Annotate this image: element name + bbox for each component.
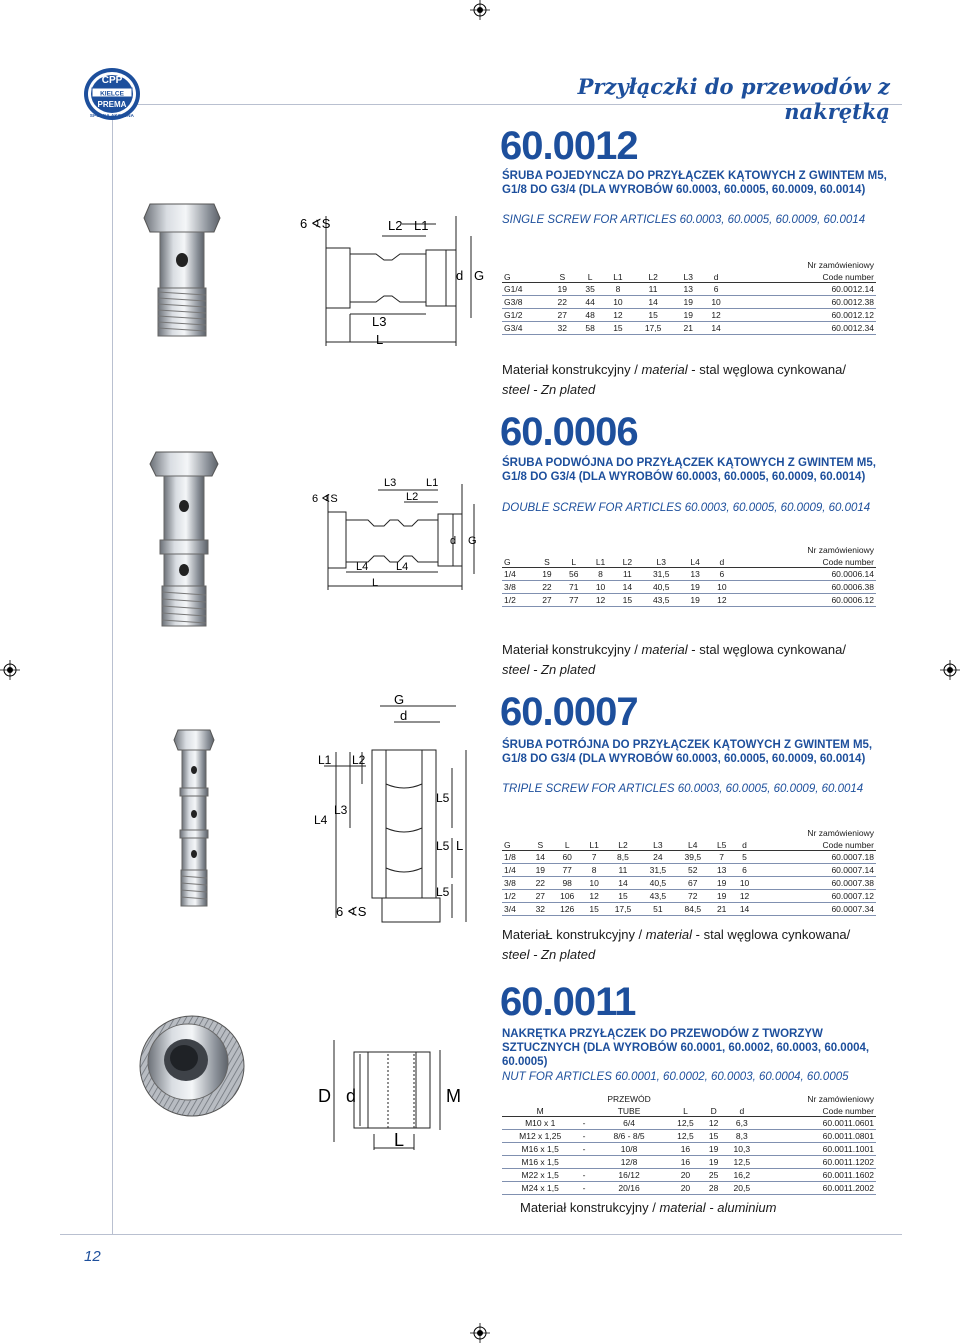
- table-cell: 71: [569, 582, 579, 592]
- product-code: 60.0011: [500, 980, 636, 1024]
- table-cell: 31,5: [652, 569, 670, 579]
- col-header: S: [544, 557, 550, 567]
- table-cell: 126: [560, 904, 575, 914]
- table-cell: -: [582, 1170, 586, 1180]
- dim-g-label: G: [394, 692, 405, 707]
- table-cell: 32: [557, 323, 568, 333]
- logo-top-text: CPP: [101, 75, 123, 86]
- table-cell: 17,5: [614, 904, 632, 914]
- table-cell: 15: [618, 891, 628, 901]
- table-row: [502, 877, 876, 890]
- table-cell: M24 x 1,5: [521, 1183, 559, 1193]
- table-cell: 3/4: [504, 904, 516, 914]
- table-cell: 39,5: [684, 852, 702, 862]
- table-cell: 20: [680, 1170, 691, 1180]
- spec-table: [502, 1092, 876, 1195]
- table-cell: 14: [622, 582, 633, 592]
- table-cell: -: [582, 1118, 586, 1128]
- dim-L-label: L: [394, 1130, 405, 1150]
- col-header: L: [587, 272, 593, 282]
- col-header: L1: [589, 840, 599, 850]
- table-cell: 13: [716, 865, 727, 875]
- dim-d-label: d: [346, 1086, 357, 1106]
- dim-l5-label: L5: [436, 885, 450, 899]
- table-cell: 58: [585, 323, 595, 333]
- table-cell: 1/2: [504, 595, 516, 605]
- table-cell: 22: [557, 297, 568, 307]
- frame-bottom-line: [60, 1234, 902, 1235]
- col-header: L2: [648, 272, 658, 282]
- col-header: L4: [690, 557, 700, 567]
- table-row: [502, 594, 876, 607]
- table-cell: [578, 1156, 589, 1169]
- table-cell: 40,5: [652, 582, 670, 592]
- code-number-cell: 60.0011.0601: [822, 1118, 874, 1128]
- material-note: Materiał konstrukcyjny / material - stal węglowa cynkowana/ steel - Zn plated: [502, 362, 846, 397]
- table-cell: 32: [535, 904, 546, 914]
- table-cell: 14: [711, 323, 721, 333]
- table-row: [502, 890, 876, 903]
- table-cell: 16,2: [733, 1170, 751, 1180]
- code-number-cell: 60.0012.12: [831, 310, 874, 320]
- table-cell: 21: [716, 904, 727, 914]
- dim-l1-label: L1: [414, 218, 429, 233]
- col-header: L5: [716, 840, 727, 850]
- table-cell: 22: [535, 878, 546, 888]
- col-header: L: [683, 1106, 688, 1116]
- table-cell: 15: [622, 595, 633, 605]
- dim-l2-label: L2: [406, 491, 419, 503]
- logo-bottom-text: PREMA: [97, 100, 127, 109]
- registration-mark-icon: [0, 660, 20, 680]
- table-cell: 20/16: [618, 1183, 640, 1193]
- table-cell: 19: [690, 582, 700, 592]
- dim-s-label: 6 ∢S: [336, 904, 367, 919]
- table-cell: 19: [708, 1157, 719, 1167]
- logo-caption: SPÓŁKA AKCYJNA: [89, 113, 135, 118]
- table-cell: 28: [708, 1183, 719, 1193]
- material-note: MateriaŁ konstrukcyjny / material - stal węglowa cynkowana/ steel - Zn plated: [502, 927, 851, 962]
- table-cell: 10/8: [620, 1144, 638, 1154]
- table-row: [502, 1117, 876, 1130]
- table-cell: 60: [562, 852, 572, 862]
- dim-g-label: G: [468, 535, 477, 547]
- table-cell: 5: [742, 852, 747, 862]
- code-number-cell: 60.0007.18: [831, 852, 874, 862]
- dim-l-label: L: [372, 577, 379, 589]
- table-cell: 19: [535, 865, 546, 875]
- spec-table: [502, 543, 876, 607]
- product-description-en: DOUBLE SCREW FOR ARTICLES 60.0003, 60.0005, 60.0009, 60.0014: [502, 502, 871, 514]
- table-cell: 8,5: [617, 852, 629, 862]
- double-screw-drawing: [308, 474, 488, 594]
- order-number-header-pl: Nr zamówieniowy: [807, 545, 874, 555]
- table-cell: -: [582, 1183, 586, 1193]
- table-cell: 10: [717, 582, 727, 592]
- dim-d-label: d: [400, 708, 408, 723]
- dim-l5-label: L5: [436, 791, 450, 805]
- table-cell: 12,5: [677, 1118, 694, 1128]
- triple-screw-drawing: [306, 688, 482, 928]
- col-header: D: [710, 1106, 717, 1116]
- table-cell: 51: [653, 904, 663, 914]
- tube-header-en: TUBE: [617, 1106, 641, 1116]
- table-row: [502, 1156, 876, 1169]
- table-cell: 77: [569, 595, 579, 605]
- dim-s-label: 6 ∢S: [312, 493, 338, 505]
- spec-table: [502, 258, 876, 335]
- page-title: Przyłączki do przewodów z nakrętką: [577, 74, 890, 124]
- code-number-cell: 60.0006.14: [831, 569, 874, 579]
- table-cell: 12: [711, 310, 721, 320]
- col-header: [578, 1104, 589, 1117]
- dim-l3-label: L3: [372, 314, 387, 329]
- table-cell: 15: [648, 310, 658, 320]
- table-cell: G3/4: [504, 323, 523, 333]
- dim-g-label: G: [474, 268, 485, 283]
- product-code: 60.0012: [500, 124, 638, 168]
- table-cell: 10: [711, 297, 721, 307]
- order-number-header-en: Code number: [822, 840, 874, 850]
- table-cell: 48: [585, 310, 595, 320]
- table-cell: 14: [648, 297, 658, 307]
- table-row: [502, 581, 876, 594]
- table-cell: 7: [719, 852, 725, 862]
- code-number-cell: 60.0007.34: [831, 904, 874, 914]
- table-cell: 84,5: [684, 904, 702, 914]
- dim-l3-label: L3: [334, 803, 348, 817]
- table-cell: 13: [690, 569, 700, 579]
- code-number-cell: 60.0011.1001: [822, 1144, 874, 1154]
- table-cell: 6: [713, 284, 719, 294]
- registration-mark-icon: [940, 660, 960, 680]
- table-cell: 15: [613, 323, 623, 333]
- code-number-cell: 60.0011.1202: [822, 1157, 874, 1167]
- table-cell: 19: [683, 297, 693, 307]
- table-row: [502, 309, 876, 322]
- single-screw-drawing: [296, 206, 486, 348]
- code-number-cell: 60.0006.12: [831, 595, 874, 605]
- table-row: [502, 851, 876, 864]
- table-row: [502, 864, 876, 877]
- material-note: Materiał konstrukcyjny / material - aluminium: [520, 1200, 777, 1215]
- col-header: L3: [656, 557, 666, 567]
- table-row: [502, 568, 876, 581]
- table-cell: 12: [708, 1118, 719, 1128]
- table-cell: M12 x 1,25: [519, 1131, 562, 1141]
- table-cell: 12: [739, 891, 750, 901]
- table-cell: 16/12: [618, 1170, 640, 1180]
- tube-header-pl: PRZEWÓD: [607, 1094, 651, 1104]
- table-cell: 14: [535, 852, 546, 862]
- table-cell: M22 x 1,5: [521, 1170, 559, 1180]
- dim-D-label: D: [318, 1086, 331, 1106]
- frame-left-line: [112, 104, 113, 1234]
- page-number: 12: [84, 1248, 101, 1265]
- table-cell: 13: [683, 284, 693, 294]
- table-cell: G1/2: [504, 310, 523, 320]
- dim-l4-label: L4: [356, 561, 369, 573]
- table-cell: 7: [591, 852, 597, 862]
- dim-l2-label: L2: [388, 218, 403, 233]
- table-cell: -: [582, 1144, 586, 1154]
- table-cell: 10: [613, 297, 623, 307]
- table-cell: 11: [648, 284, 658, 294]
- table-cell: 3/8: [504, 878, 516, 888]
- col-header: S: [537, 840, 544, 850]
- table-cell: 6/4: [623, 1118, 635, 1128]
- table-cell: -: [582, 1131, 586, 1141]
- code-number-cell: 60.0011.1602: [822, 1170, 874, 1180]
- dim-l4-label: L4: [314, 813, 328, 827]
- logo-mid-text: KIELCE: [100, 90, 124, 98]
- table-cell: 12/8: [620, 1157, 638, 1167]
- table-cell: 16: [680, 1144, 691, 1154]
- col-header: L3: [683, 272, 693, 282]
- registration-mark-icon: [470, 1323, 490, 1343]
- col-header: L: [571, 557, 577, 567]
- dim-l5-label: L5: [436, 839, 450, 853]
- table-row: [502, 283, 876, 296]
- product-code: 60.0007: [500, 690, 638, 734]
- product-description-en: TRIPLE SCREW FOR ARTICLES 60.0003, 60.0005, 60.0009, 60.0014: [502, 783, 864, 795]
- table-cell: 12: [613, 310, 623, 320]
- table-cell: 10,3: [733, 1144, 751, 1154]
- table-row: [502, 903, 876, 916]
- table-cell: 31,5: [649, 865, 667, 875]
- registration-mark-icon: [470, 0, 490, 20]
- code-number-cell: 60.0006.38: [831, 582, 874, 592]
- table-cell: 56: [569, 569, 579, 579]
- table-cell: M16 x 1,5: [521, 1157, 559, 1167]
- table-cell: 67: [688, 878, 698, 888]
- col-header: S: [559, 272, 566, 282]
- table-cell: 72: [688, 891, 698, 901]
- table-cell: 1/2: [504, 891, 516, 901]
- table-cell: 12,5: [677, 1131, 694, 1141]
- table-cell: 6,3: [735, 1118, 748, 1128]
- table-cell: 22: [542, 582, 552, 592]
- col-header: L1: [613, 272, 623, 282]
- table-row: [502, 296, 876, 309]
- table-cell: 52: [688, 865, 698, 875]
- code-number-cell: 60.0012.14: [831, 284, 874, 294]
- table-cell: 12: [717, 595, 727, 605]
- table-cell: 10: [589, 878, 599, 888]
- table-cell: 12: [589, 891, 599, 901]
- order-number-header-en: Code number: [822, 272, 874, 282]
- table-cell: 19: [683, 310, 693, 320]
- col-header: L: [564, 840, 570, 850]
- material-note: Materiał konstrukcyjny / material - stal węglowa cynkowana/ steel - Zn plated: [502, 642, 846, 677]
- table-cell: 24: [653, 852, 663, 862]
- table-cell: 106: [560, 891, 575, 901]
- table-row: [502, 1169, 876, 1182]
- table-cell: 27: [557, 310, 568, 320]
- product-code: 60.0006: [500, 410, 638, 454]
- col-header: d: [739, 1106, 745, 1116]
- table-cell: 14: [618, 878, 628, 888]
- table-cell: 1/4: [504, 865, 516, 875]
- code-number-cell: 60.0012.34: [831, 323, 874, 333]
- col-header: L1: [595, 557, 606, 567]
- table-cell: 15: [589, 904, 599, 914]
- table-cell: 14: [739, 904, 750, 914]
- col-header: d: [719, 557, 725, 567]
- table-cell: 17,5: [644, 323, 662, 333]
- table-cell: 15: [708, 1131, 719, 1141]
- table-cell: 3/8: [504, 582, 516, 592]
- table-cell: 11: [618, 865, 628, 875]
- nut-photo: [136, 1004, 258, 1122]
- table-cell: 43,5: [652, 595, 670, 605]
- table-cell: 19: [708, 1144, 719, 1154]
- table-row: [502, 1182, 876, 1195]
- table-cell: 11: [622, 569, 632, 579]
- table-cell: 19: [716, 891, 727, 901]
- col-header: G: [504, 557, 511, 567]
- order-number-header-en: Code number: [822, 1106, 874, 1116]
- col-header: L2: [622, 557, 633, 567]
- table-cell: 8/6 - 8/5: [613, 1131, 645, 1141]
- table-cell: 98: [562, 878, 572, 888]
- col-header: L3: [653, 840, 663, 850]
- table-cell: 27: [535, 891, 546, 901]
- product-description-pl: NAKRĘTKA PRZYŁĄCZEK DO PRZEWODÓW Z TWORZYW SZTUCZNYCH (DLA WYROBÓW 60.0001, 60.0002, 60.0003, 60.0004, 60.0005): [502, 1028, 870, 1068]
- table-cell: 25: [708, 1170, 719, 1180]
- dim-l2-label: L2: [352, 753, 366, 767]
- nut-drawing: [314, 1030, 474, 1154]
- product-description-en: NUT FOR ARTICLES 60.0001, 60.0002, 60.0003, 60.0004, 60.0005: [502, 1071, 849, 1083]
- table-cell: 21: [683, 323, 693, 333]
- product-description-en: SINGLE SCREW FOR ARTICLES 60.0003, 60.0005, 60.0009, 60.0014: [502, 214, 866, 226]
- dim-M-label: M: [446, 1086, 461, 1106]
- col-header: M: [536, 1106, 544, 1116]
- table-cell: 35: [585, 284, 595, 294]
- table-cell: 27: [542, 595, 552, 605]
- dim-l1-label: L1: [318, 753, 332, 767]
- table-cell: 8: [615, 284, 621, 294]
- table-cell: 44: [585, 297, 595, 307]
- dim-s-label: 6 ∢S: [300, 216, 331, 231]
- table-row: [502, 322, 876, 335]
- table-cell: 10: [595, 582, 606, 592]
- dim-l4-label: L4: [396, 561, 409, 573]
- code-number-cell: 60.0007.12: [831, 891, 874, 901]
- dim-l-label: L: [376, 332, 384, 347]
- order-number-header-pl: Nr zamówieniowy: [807, 1094, 874, 1104]
- table-row: [502, 1143, 876, 1156]
- col-header: G: [504, 840, 511, 850]
- spec-table: [502, 826, 876, 916]
- product-description-pl: ŚRUBA POJEDYNCZA DO PRZYŁĄCZEK KĄTOWYCH Z GWINTEM M5, G1/8 DO G3/4 (DLA WYROBÓW 60.0003, 60.0005, 60.0009, 60.0014): [502, 170, 887, 196]
- table-cell: M10 x 1: [525, 1118, 556, 1128]
- order-number-header-pl: Nr zamówieniowy: [807, 260, 874, 270]
- table-cell: 12: [595, 595, 606, 605]
- table-cell: 19: [716, 878, 727, 888]
- table-cell: M16 x 1,5: [521, 1144, 559, 1154]
- table-cell: G3/8: [504, 297, 523, 307]
- col-header: L4: [688, 840, 698, 850]
- col-header: d: [713, 272, 719, 282]
- code-number-cell: 60.0007.38: [831, 878, 874, 888]
- table-cell: 19: [542, 569, 552, 579]
- table-cell: 12,5: [733, 1157, 751, 1167]
- order-number-header-pl: Nr zamówieniowy: [807, 828, 874, 838]
- code-number-cell: 60.0011.2002: [822, 1183, 874, 1193]
- product-description-pl: ŚRUBA POTRÓJNA DO PRZYŁĄCZEK KĄTOWYCH Z GWINTEM M5, G1/8 DO G3/4 (DLA WYROBÓW 60.0003, 60.0005, 60.0009, 60.0014): [502, 739, 873, 765]
- table-cell: 20: [680, 1183, 691, 1193]
- table-cell: 43,5: [649, 891, 667, 901]
- table-cell: 8: [591, 865, 597, 875]
- code-number-cell: 60.0007.14: [831, 865, 874, 875]
- table-cell: G1/4: [504, 284, 523, 294]
- table-cell: 20,5: [733, 1183, 751, 1193]
- dim-l1-label: L1: [426, 477, 439, 489]
- col-header: d: [742, 840, 747, 850]
- table-cell: 6: [719, 569, 725, 579]
- dim-l-label: L: [456, 838, 464, 853]
- code-number-cell: 60.0011.0801: [822, 1131, 874, 1141]
- product-description-pl: ŚRUBA PODWÓJNA DO PRZYŁĄCZEK KĄTOWYCH Z GWINTEM M5, G1/8 DO G3/4 (DLA WYROBÓW 60.0003, 60.0005, 60.0009, 60.0014): [502, 457, 876, 483]
- dim-d-label: d: [456, 268, 464, 283]
- table-cell: 16: [680, 1157, 691, 1167]
- table-cell: 77: [562, 865, 572, 875]
- code-number-cell: 60.0012.38: [831, 297, 874, 307]
- table-cell: 8,3: [735, 1131, 748, 1141]
- table-cell: 19: [557, 284, 568, 294]
- table-cell: 19: [690, 595, 700, 605]
- dim-l3-label: L3: [384, 477, 397, 489]
- triple-screw-photo: [172, 726, 216, 910]
- single-screw-photo: [140, 196, 224, 344]
- dim-d-label: d: [450, 535, 457, 547]
- table-cell: 40,5: [649, 878, 667, 888]
- table-cell: 1/8: [504, 852, 516, 862]
- table-cell: 8: [598, 569, 603, 579]
- order-number-header-en: Code number: [822, 557, 874, 567]
- table-cell: 10: [739, 878, 750, 888]
- col-header: G: [504, 272, 511, 282]
- table-cell: 1/4: [504, 569, 516, 579]
- table-row: [502, 1130, 876, 1143]
- table-cell: 6: [742, 865, 747, 875]
- col-header: L2: [618, 840, 628, 850]
- double-screw-photo: [148, 444, 220, 630]
